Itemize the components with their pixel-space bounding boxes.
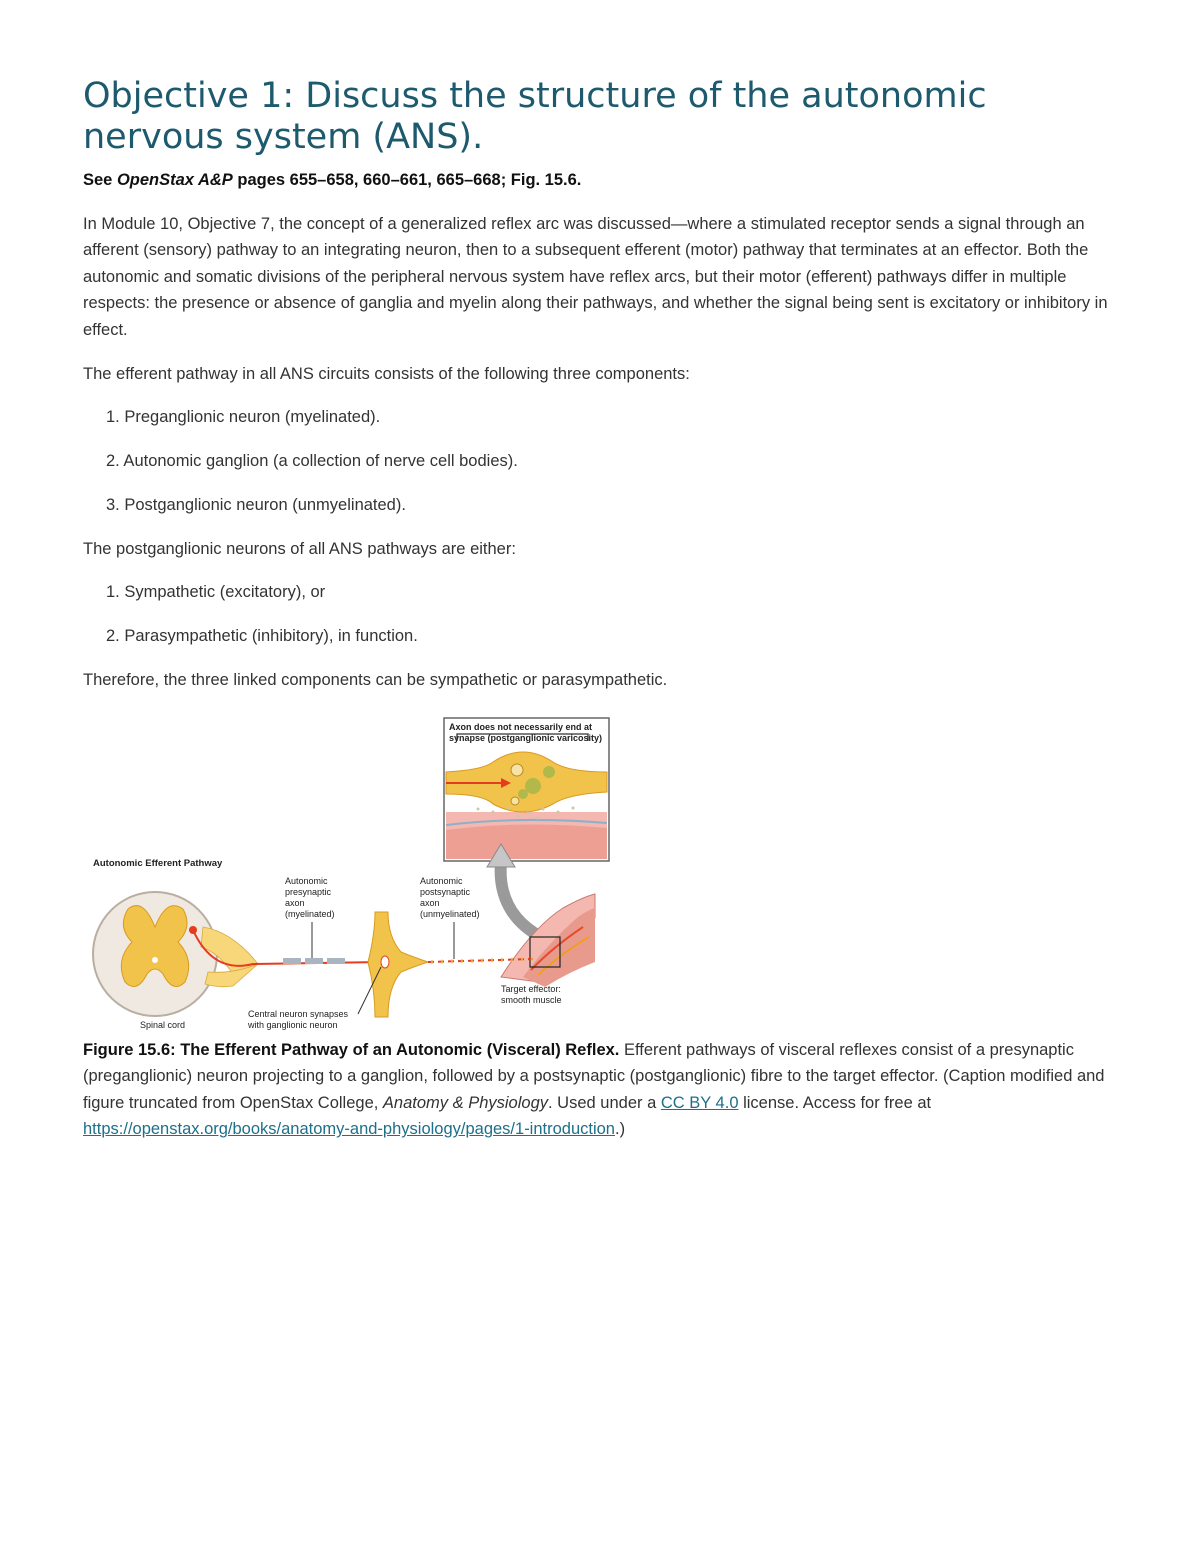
list-item: 1. Sympathetic (excitatory), or	[106, 583, 326, 601]
spinal-cord	[93, 892, 217, 1016]
list-item: 2. Parasympathetic (inhibitory), in function.	[106, 627, 418, 645]
autonomic-ganglion	[368, 912, 428, 1017]
conclusion-paragraph: Therefore, the three linked components can be sympathetic or parasympathetic.	[83, 671, 668, 689]
list-item: 1. Preganglionic neuron (myelinated).	[106, 408, 381, 426]
varicosity-inset	[444, 718, 609, 861]
synapse-label: with ganglionic neuron	[248, 1020, 338, 1030]
postsynaptic-label: (unmyelinated)	[420, 909, 480, 919]
inset-label: synapse (postganglionic varicosity)	[449, 733, 603, 743]
list-item: 3. Postganglionic neuron (unmyelinated).	[106, 496, 406, 514]
target-effector-label: Target effector:	[501, 984, 561, 994]
postsynaptic-label: Autonomic	[420, 876, 463, 886]
list-item: 2. Autonomic ganglion (a collection of nerve cell bodies).	[106, 452, 518, 470]
figure-caption: Figure 15.6: The Efferent Pathway of an Autonomic (Visceral) Reflex. Efferent pathways of visceral reflexes consist of a presynaptic (preganglionic) neuron projecting to a ganglion, followed by a postsynaptic (postganglionic) fibre to the target effector. (Caption modified and figure truncated from OpenStax College, Anatomy & Physiology. Used under a CC BY 4.0 license. Access for free at https://openstax.org/books/anatomy-and-physiology/pages/1-introduction.)	[83, 1041, 1105, 1139]
presynaptic-label: (myelinated)	[285, 909, 335, 919]
postsynaptic-label: postsynaptic	[420, 887, 471, 897]
presynaptic-label: presynaptic	[285, 887, 332, 897]
openstax-link[interactable]: https://openstax.org/books/anatomy-and-physiology/pages/1-introduction	[83, 1120, 615, 1139]
target-effector-label: smooth muscle	[501, 995, 562, 1005]
intro-paragraph: In Module 10, Objective 7, the concept of a generalized reflex arc was discussed—where a stimulated receptor sends a signal through an afferent (sensory) pathway to an integrating neuron, then to a subsequent efferent (motor) pathway that terminates at an effector. Both the autonomic and somatic divisions of the peripheral nervous system have reflex arcs, but their motor (efferent) pathways differ in multiple respects: the presence or absence of ganglia and myelin along their pathways, and whether the signal being sent is excitatory or inhibitory in effect.	[83, 215, 1108, 339]
book-title: OpenStax A&P	[116, 171, 233, 189]
inset-label: Axon does not necessarily end at	[449, 722, 593, 732]
components-intro: The efferent pathway in all ANS circuits consists of the following three components:	[83, 365, 690, 383]
efferent-pathway-diagram	[83, 712, 643, 1037]
presynaptic-label: axon	[285, 898, 305, 908]
figure-title: Autonomic Efferent Pathway	[93, 858, 223, 869]
presynaptic-label: Autonomic	[285, 876, 328, 886]
reading-reference: See OpenStax A&P pages 655–658, 660–661, 665–668; Fig. 15.6.	[83, 171, 582, 189]
license-link[interactable]: CC BY 4.0	[660, 1093, 739, 1112]
page-title: Objective 1: Discuss the structure of the autonomic nervous system (ANS).	[83, 76, 987, 157]
postganglionic-intro: The postganglionic neurons of all ANS pathways are either:	[83, 540, 516, 558]
caption-book-title: Anatomy & Physiology	[382, 1093, 549, 1112]
caption-label: Figure 15.6: The Efferent Pathway of an Autonomic (Visceral) Reflex.	[83, 1041, 620, 1059]
efferent-pathway-figure	[83, 712, 643, 1037]
synapse-label: Central neuron synapses	[248, 1009, 349, 1019]
spinal-cord-label: Spinal cord	[140, 1020, 186, 1030]
postsynaptic-label: axon	[420, 898, 440, 908]
